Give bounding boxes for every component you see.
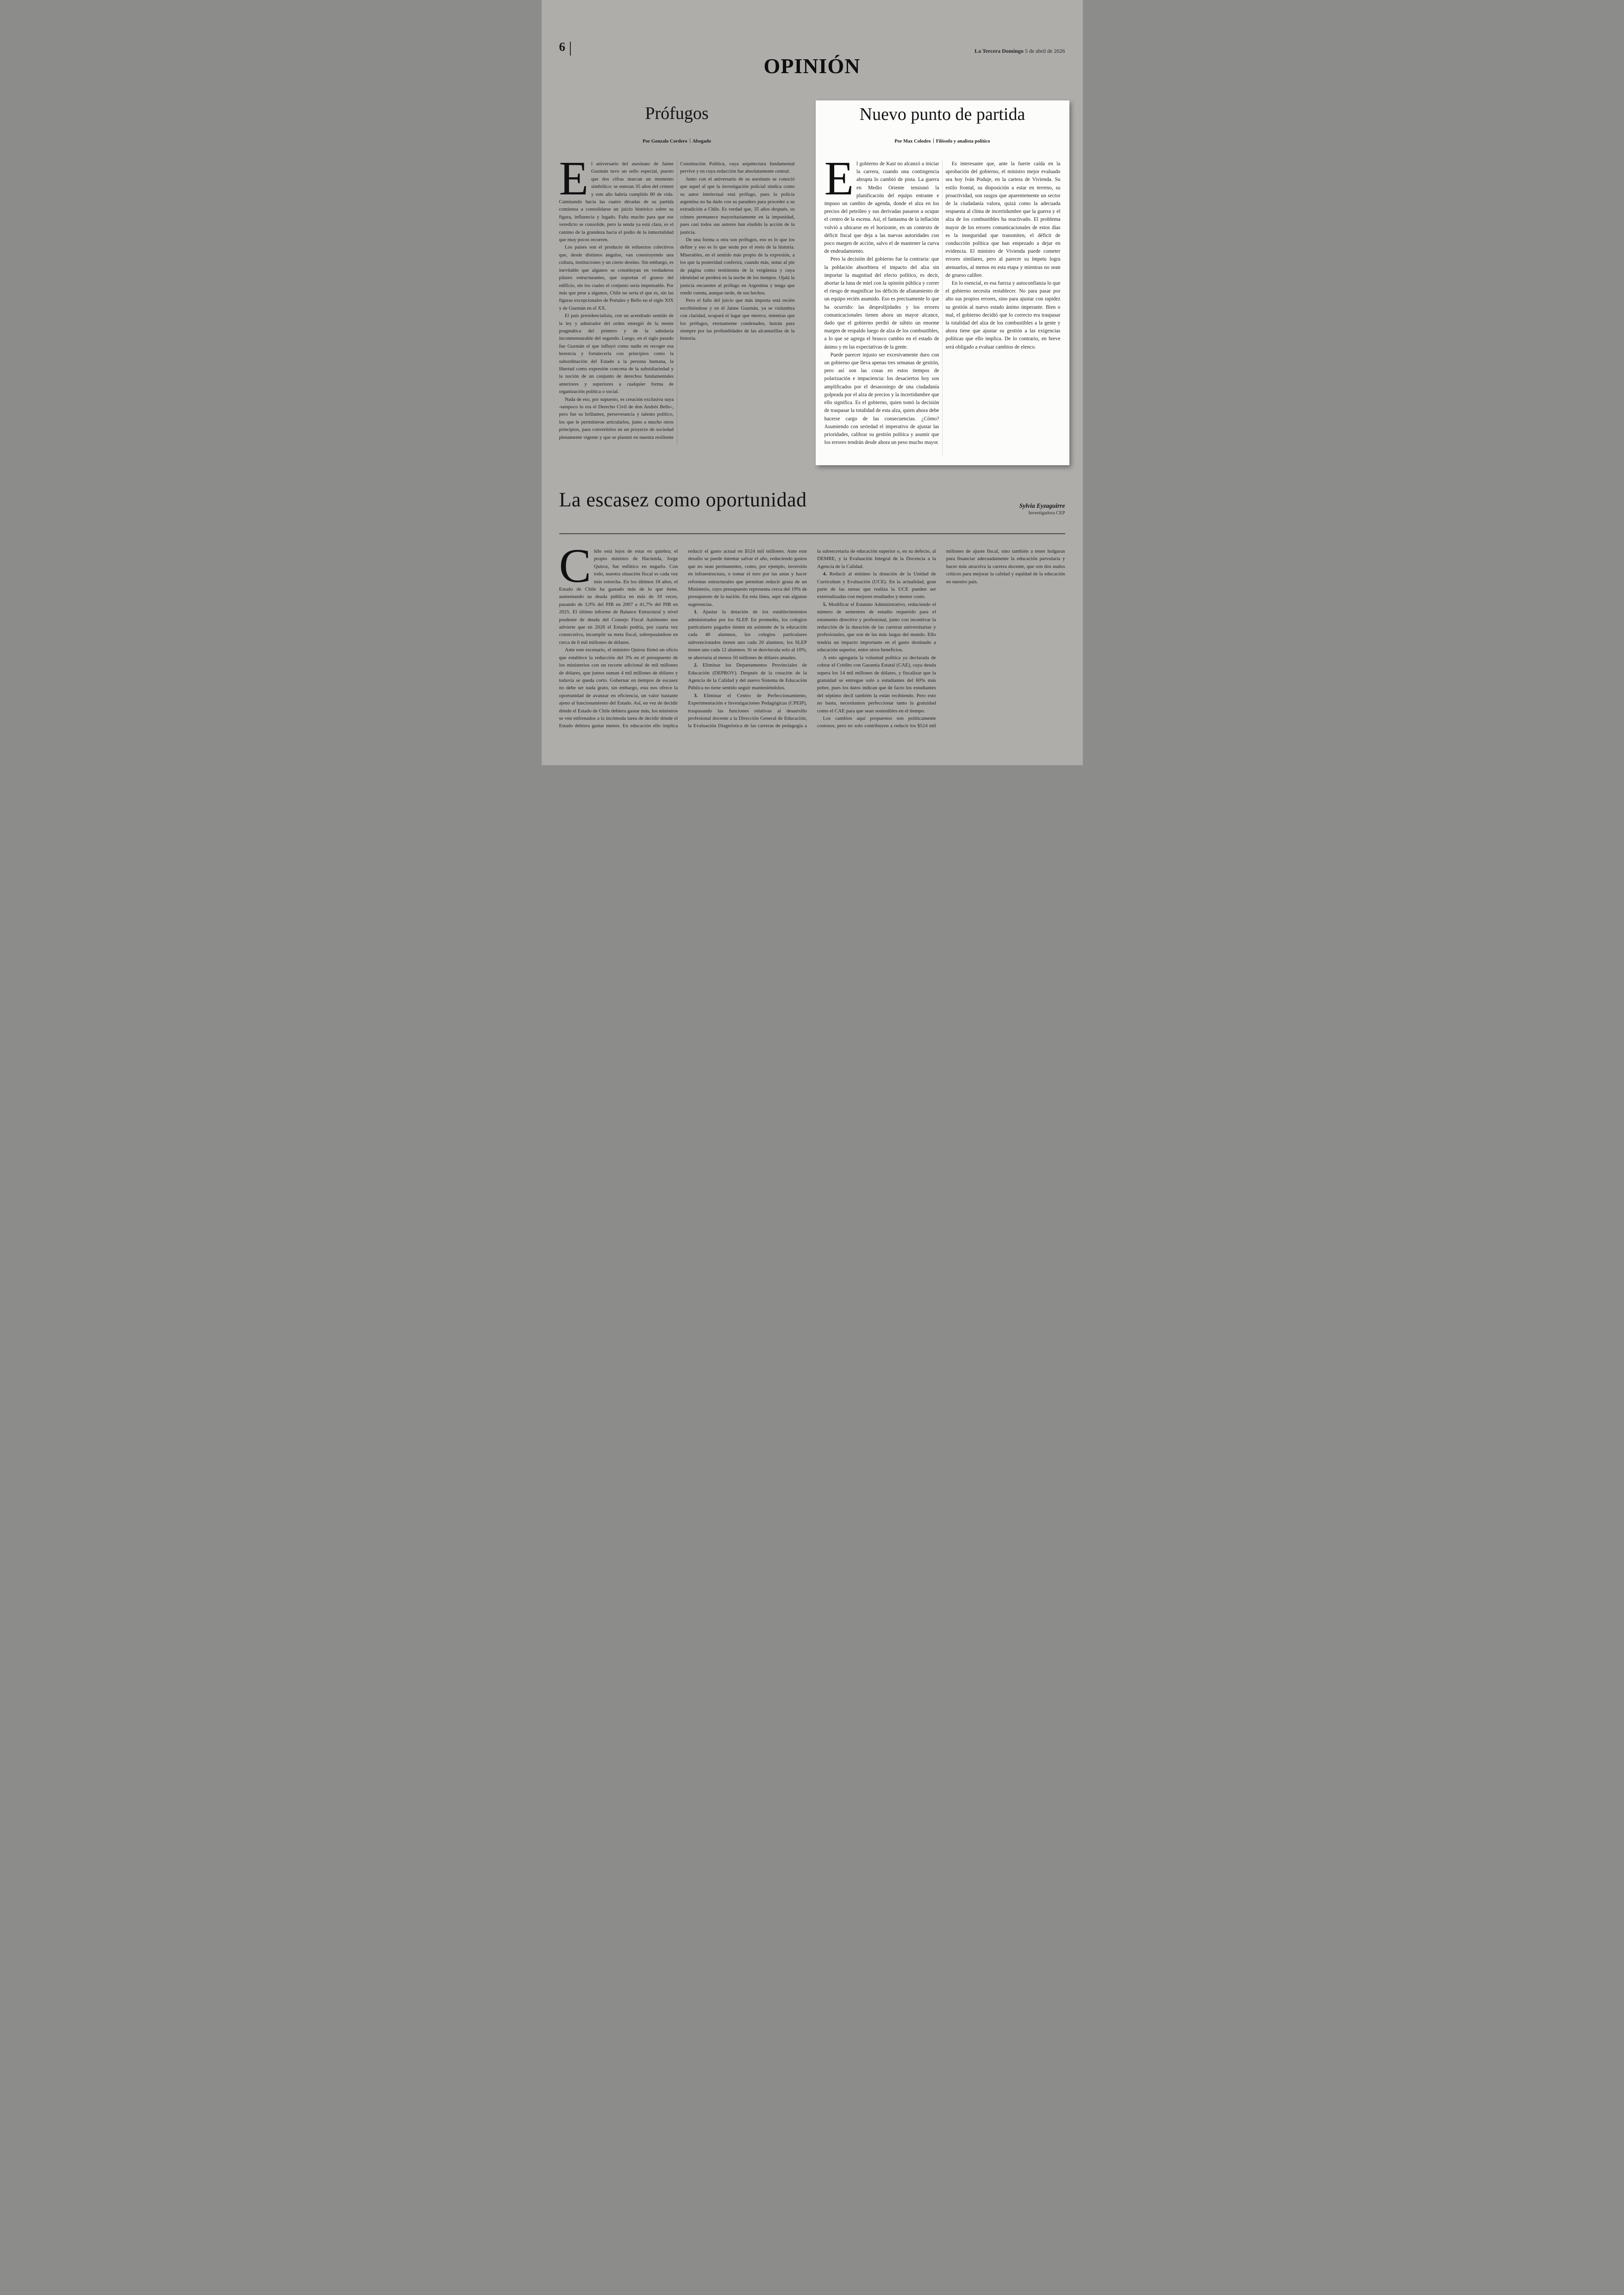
paragraph: 3. Eliminar el Centro de Perfeccionamiento, Experimentación e Investigaciones Pedagógicas (CPEIP), traspasando las funciones relativas al desarrollo profesional docente a la Dirección General de Educación, la Evaluación Diagnóstica de las carreras de pedagogía a la subsecretaría de educación superior o, en su defecto, al DEMRE, y la Evaluación Integral de la Docencia a la Agencia de la Calidad. (688, 549, 936, 729)
section-title: OPINIÓN (763, 54, 861, 78)
paragraph: Es interesante que, ante la fuerte caída en la aprobación del gobierno, el ministro mejor evaluado sea hoy Iván Poduje, en la cartera de Vivienda. Su estilo frontal, su disposición a estar en terreno, su proactividad, son rasgos que aparentemente un sector de la ciudadanía valora, quizá como la adecuada respuesta al clima de incertidumbre que la guerra y el alza de los combustibles ha reactivado. El problema mayor de los errores comunicacionales de estos días es la inseguridad que transmiten, el déficit de conducción política que han empezado a dejar en evidencia. El ministro de Vivienda puede cometer errores similares, pero al parecer su ímpetu logra atenuarlos, al menos en esta etapa y mientras no sean de grueso calibre. (945, 161, 1061, 278)
byline-author: Por Max Colodro (894, 139, 931, 144)
drop-cap: E (824, 160, 854, 205)
paragraph: A esto agregaría la voluntad política ya declarada de cobrar el Crédito con Garantía Estatal (CAE), cuya deuda supera los 14 mil millones de dólares, y fiscalizar que la gratuidad se entregue solo a estudiantes del 60% más pobre, pues los datos indican que de facto los estudiantes del séptimo decil también la están recibiendo. Pero esto no basta, necesitamos perfeccionar tanto la gratuidad como el CAE para que sean sostenibles en el tiempo. (817, 655, 936, 714)
article-title-escasez: La escasez como oportunidad (559, 488, 807, 511)
paragraph: 1. Ajustar la dotación de los establecimientos administrados por los SLEP. En promedio, los colegios particulares pagados tienen un asistente de la educación cada 40 alumnos, los colegios particulares subvencionados tienen uno cada 20 alumnos, los SLEP tienen uno cada 12 alumnos. Si se desvincula solo al 10%, se ahorraría al menos 50 millones de dólares anuales. (688, 609, 807, 661)
paragraph: Ante este escenario, el ministro Quiroz firmó un oficio que establece la reducción del 3% en el presupuesto de los ministerios con un recorte adicional de mil millones de dólares, que juntos suman 4 mil millones de dólares y todavía se queda corto. Gobernar en tiempos de escasez no debe ser nada grato, sin embargo, esta nos ofrece la oportunidad de avanzar en eficiencia, un valor bastante ajeno al funcionamiento del Estado. Así, en vez de decidir dónde el Estado de Chile debiera gastar más, los ministros se ven enfrenados a la incómoda tarea de decidir dónde el Estado debiera gastar menos. En educación ello implica reducir el gasto actual en $524 mil millones. Ante este desafío se puede intentar salvar el año, reduciendo gastos que no sean permanentes, como, por ejemplo, inversión en infraestructura, o tomar el toro por las astas y hacer reformas estructurales que permitan reducir grasa de un Ministerio, cuyo presupuesto representa cerca del 19% de presupuesto de la nación. En esta línea, aquí van algunas sugerencias. (559, 549, 807, 729)
byline-role: Filósofo y analista político (936, 139, 990, 144)
byline-escasez (1019, 502, 1065, 516)
folio-divider (570, 42, 571, 56)
paragraph: l aniversario del asesinato de Jaime Guzmán tuvo un sello especial, puesto que dos cifras marcan un momento simbólico: se enteran 35 años del crimen y este año habría cumplido 80 de vida. Caminando hacia las cuatro décadas de su partida comienza a consolidarse un juicio histórico sobre su figura, influencia y legado. Falta mucho para que ese veredicto se consolide, pero la senda ya está clara, es el camino de la grandeza hacia el podio de la inmortalidad que muy pocos recorren. (559, 161, 674, 243)
author-name: Sylvia Eyzaguirre (1019, 502, 1065, 509)
article-title-profugos: Prófugos (645, 104, 709, 123)
paragraph: Nada de eso, por supuesto, es creación exclusiva suya -tampoco lo era el Derecho Civil de don Andrés Bello-, pero fue su brillantez, perseverancia y talento político, los que le permitieron articularlos, junto a mucho otros principios, para convertirlos en un proyecto de sociedad plenamente vigente y que se plasmó en nuestra resiliente Constitución Política, cuya arquitectura fundamental pervive y en cuya redacción fue absolutamente central. (559, 161, 795, 440)
paragraph: Junto con el aniversario de su asesinato se conoció que aquel al que la investigación policial sindica como su autor intelectual está prófugo, pues la policía argentina no ha dado con su paradero para proceder a su extradición a Chile. Es verdad que, 35 años después, su crimen permanece mayoritariamente en la impunidad, pues casi todos sus autores han eludido la acción de la justicia. (680, 176, 795, 235)
article-body-escasez (559, 548, 1065, 733)
paragraph: Pero la decisión del gobierno fue la contraria: que la población absorbiera el impacto del alza sin importar la magnitud del efecto político, es decir, abortar la luna de miel con la opinión pública y correr el riesgo de magnificar los déficits de afiatamiento de un equipo recién asumido. Eso es precisamente lo que ha ocurrido: las desprolijidades y los errores comunicacionales tienen ahora un mayor alcance, dado que el gobierno perdió de súbito un enorme margen de respaldo luego de alza de los combustibles, a lo que se agrega el brusco cambio en el estado de ánimo y en las expectativas de la gente. (824, 256, 939, 350)
paragraph-list (824, 160, 1061, 455)
byline-profugos (559, 138, 795, 144)
paragraph: hile está lejos de estar en quiebra; el propio ministro de Hacienda, Jorge Quiroz, fue enfático en negarlo. Con todo, nuestra situación fiscal es cada vez más estrecha. En los últimos 18 años, el Estado de Chile ha gastado más de lo que tiene, aumentando su deuda pública en más de 10 veces, pasando de 3,9% del PIB en 2007 a 41,7% del PIB en 2025. El último informe de Balance Estructural y nivel prudente de deuda del Consejo Fiscal Autónomo nos advierte que en 2026 el Estado podría, por cuarta vez consecutiva, incumplir su meta fiscal, sobrepasándose en cerca de 6 mil millones de dólares. (559, 549, 678, 645)
paragraph: 4. Reducir al mínimo la dotación de la Unidad de Currículum y Evaluación (UCE). En la actualidad, gran parte de las tareas que realiza la UCE pueden ser externalizadas con mejores resultados y menor costo. (817, 571, 936, 600)
page-number (559, 41, 571, 56)
paragraph: 2. Eliminar los Departamentos Provinciales de Educación (DEPROV). Después de la creación de la Agencia de la Calidad y del nuevo Sistema de Educación Pública no tiene sentido seguir manteniéndolos. (688, 662, 807, 691)
paragraph: Los países son el producto de esfuerzos colectivos que, desde distintos ángulos, van construyendo una cultura, instituciones y un cierto destino. Sin embargo, es inevitable que algunos se constituyan en verdaderos pilares estructurantes, que soportan el grueso del edificio, sin los cuales el conjunto sería impensable. Por más que pese a algunos, Chile no sería el que es, sin las figuras excepcionales de Portales y Bello en el siglo XIX y de Guzmán en el XX. (559, 244, 674, 311)
paragraph-list (559, 160, 795, 445)
section-rule (559, 533, 1065, 534)
byline-separator (933, 138, 934, 143)
newspaper-page (542, 0, 1083, 765)
drop-cap: E (559, 160, 589, 205)
paragraph: Pero el fallo del juicio que más importa está recién escribiéndose y en él Jaime Guzmán, ya se vislumbra con claridad, ocupará el lugar que merece, mientras que los prófugos, eternamente condenados, huirán para siempre por las profundidades de las alcantarillas de la historia. (680, 298, 795, 342)
article-body-nuevo-punto (824, 160, 1061, 455)
paragraph: En lo esencial, es esa fuerza y autoconfianza lo que el gobierno necesita restablecer. No para pasar por alto sus propios errores, sino para ajustar con rapidez su gestión al nuevo estado ánimo imperante. Bien o mal, el gobierno decidió que lo correcto era traspasar la totalidad del alza de los combustibles a la gente y ahora tiene que ajustar su gestión a las exigencias políticas que ello implica. De lo contrario, en breve será obligado a evaluar cambios de elenco. (945, 281, 1061, 350)
masthead: La Tercera Domingo (974, 48, 1024, 54)
byline-author: Por Gonzalo Cordero (643, 139, 687, 144)
paragraph: l gobierno de Kast no alcanzó a iniciar la carrera, cuando una contingencia abrupta lo cambió de pista. La guerra en Medio Oriente tensionó la planificación del equipo entrante e impuso un cambio de agenda, donde el alza en los precios del petróleo y sus derivadas pasaron a ocupar el centro de la escena. Así, el fantasma de la inflación volvió a ubicarse en el horizonte, en un contexto de déficit fiscal que deja a las nuevas autoridades con poco margen de acción, salvo el de mantener la curva de endeudamiento. (824, 161, 939, 255)
paragraph-list (559, 548, 1065, 733)
edition-date: 5 de abril de 2026 (1024, 48, 1065, 54)
byline-nuevo-punto (816, 138, 1069, 144)
paragraph: Los cambios aquí propuestos son políticamente costosos, pero no solo contribuyen a reducir los $524 mil millones de ajuste fiscal, sino también a tener holguras para financiar adecuadamente la educación parvularia y hacer más atractiva la carrera docente, que son dos nudos críticos para mejorar la calidad y equidad de la educación en nuestro país. (817, 549, 1065, 729)
article-title-nuevo-punto: Nuevo punto de partida (859, 105, 1025, 124)
article-body-profugos (559, 160, 795, 445)
page-number-value: 6 (559, 40, 565, 54)
paragraph: De una forma u otra son prófugos, eso es lo que los define y eso es lo que serán por el resto de la historia. Miserables, en el sentido más propio de la expresión, a los que la posteridad conferirá, cuando más, notas al pie de página como testimonio de la vergüenza y cuya identidad se perderá en la noche de los tiempos. Ojalá la justicia encuentre al prófugo en Argentina y tenga que rendir cuenta, aunque tarde, de sus hechos. (680, 237, 795, 296)
author-role: Investigadora CEP (1028, 510, 1065, 516)
drop-cap: C (559, 548, 591, 592)
byline-role: Abogado (692, 139, 711, 144)
paragraph: 5. Modificar el Estatuto Administrativo, reduciendo el número de semestres de estudio requerido para el estamento directivo y profesional, junto con incentivar la reducción de la duración de las carreras universitarias y profesionales, que son de las más largas del mundo. Ello tendría un impacto importante en el gasto destinado a educación superior, entre otros beneficios. (817, 601, 936, 653)
paragraph: El país presidencialista, con un acendrado sentido de la ley y admirador del orden emergió de la mente pragmática del primero y de la sabiduría inconmensurable del segundo. Luego, en el siglo pasado fue Guzmán el que influyó como nadie en recoger esa herencia y fortalecerla con principios como la subordinación del Estado a la persona humana, la libertad como expresión concreta de la subsidiariedad y la noción de un conjunto de derechos fundamentales anteriores y superiores a cualquier forma de organización política o social. (559, 313, 674, 395)
dateline (974, 48, 1065, 55)
paragraph: Puede parecer injusto ser excesivamente duro con un gobierno que lleva apenas tres semanas de gestión, pero así son las cosas en estos tiempos de polarización e impaciencia: los desaciertos hoy son amplificados por el desasosiego de una ciudadanía golpeada por el alza de precios y la incertidumbre que ello significa. Es el gobierno, quien tomó la decisión de traspasar la totalidad de esta alza, quien ahora debe hacerse cargo de las consecuencias. ¿Cómo? Asumiendo con seriedad el imperativo de ajustar las prioridades, calibrar su gestión política y asumir que los errores tendrán desde ahora un peso mucho mayor. (824, 352, 939, 446)
